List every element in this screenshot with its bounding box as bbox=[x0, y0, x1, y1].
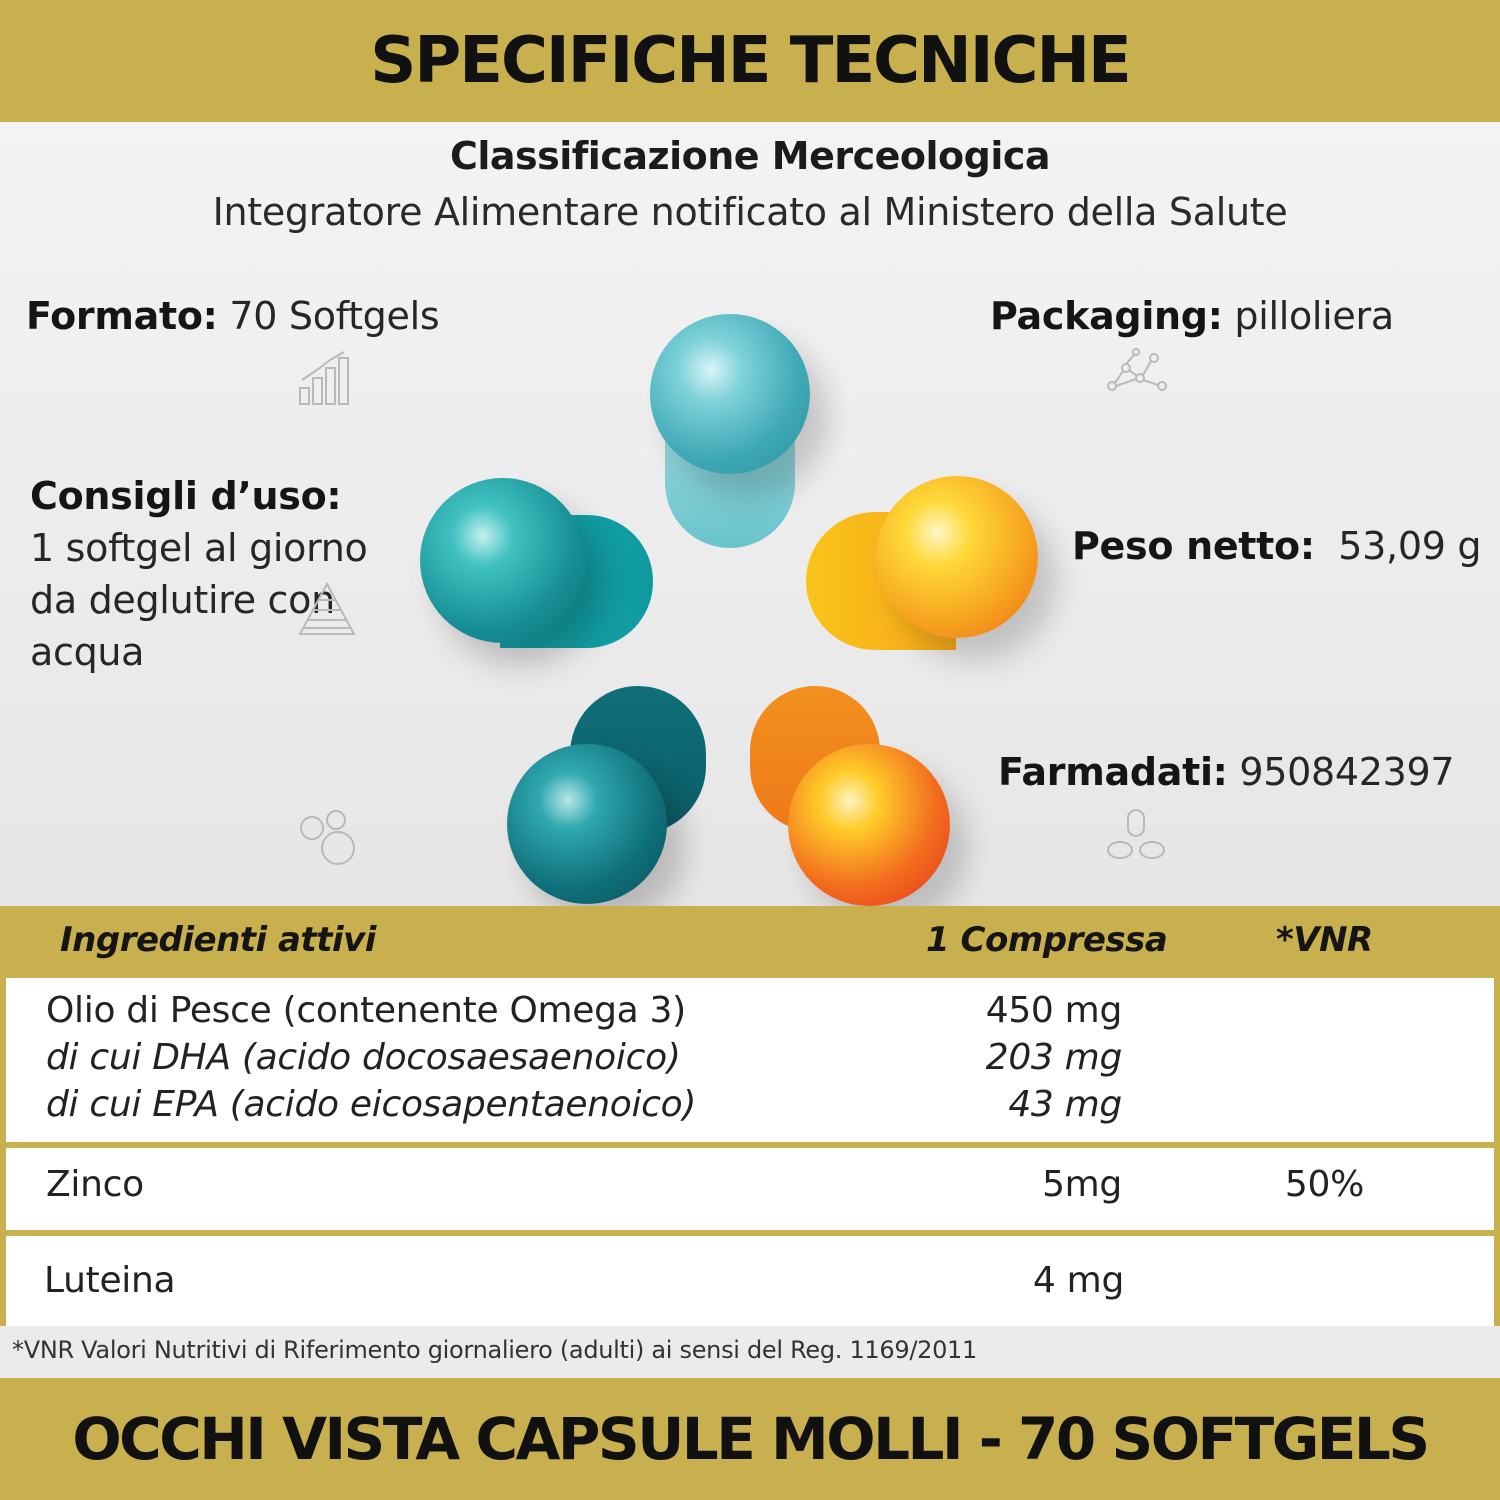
ingredient-name: Luteina bbox=[44, 1260, 176, 1301]
capsule-dark-teal bbox=[507, 744, 667, 904]
spec-farmadati bbox=[998, 750, 1454, 794]
consigli-line-2: da deglutire con bbox=[30, 578, 335, 622]
table-header bbox=[0, 906, 1500, 978]
ingredient-name: Zinco bbox=[46, 1164, 144, 1205]
packaging-value: pilloliera bbox=[1222, 294, 1394, 338]
pyramid-icon bbox=[298, 582, 356, 636]
header-band bbox=[0, 0, 1500, 122]
ingredient-amount: 450 mg bbox=[985, 990, 1122, 1031]
bar-chart-icon bbox=[298, 350, 358, 406]
formato-value: 70 Softgels bbox=[217, 294, 440, 338]
farmadati-value: 950842397 bbox=[1227, 750, 1455, 794]
ingredient-amount: 43 mg bbox=[1008, 1084, 1122, 1125]
ingredient-name: di cui DHA (acido docosaesaenoico) bbox=[46, 1037, 681, 1078]
farmadati-label: Farmadati: bbox=[998, 750, 1228, 794]
capsule-teal bbox=[420, 478, 585, 643]
classification-title: Classificazione Merceologica bbox=[449, 134, 1051, 178]
packaging-label: Packaging: bbox=[990, 294, 1223, 338]
capsule-red bbox=[788, 744, 950, 906]
header-ingredient: Ingredienti attivi bbox=[60, 920, 376, 960]
molecule-network-icon bbox=[1106, 348, 1168, 392]
capsule-yellow bbox=[876, 476, 1038, 638]
ingredient-amount: 5mg bbox=[1042, 1164, 1122, 1205]
page-title: SPECIFICHE TECNICHE bbox=[370, 24, 1130, 98]
ingredient-name: Olio di Pesce (contenente Omega 3) bbox=[46, 990, 686, 1031]
consigli-label: Consigli d’uso: bbox=[30, 474, 342, 518]
footer-band bbox=[0, 1378, 1500, 1500]
table-row bbox=[6, 1236, 1494, 1326]
header-amount: 1 Compressa bbox=[926, 920, 1168, 960]
product-title: OCCHI VISTA CAPSULE MOLLI - 70 SOFTGELS bbox=[72, 1405, 1428, 1473]
ingredient-vnr: 50% bbox=[1284, 1164, 1364, 1205]
ingredient-name: di cui EPA (acido eicosapentaenoico) bbox=[46, 1084, 697, 1125]
bubbles-icon bbox=[298, 808, 358, 868]
classification bbox=[0, 134, 1500, 234]
capsule-light-teal bbox=[650, 314, 810, 474]
classification-value: Integratore Alimentare notificato al Ministero della Salute bbox=[212, 190, 1288, 234]
table-row bbox=[6, 978, 1494, 1142]
molecule-icon bbox=[1106, 808, 1166, 864]
ingredient-amount: 4 mg bbox=[1032, 1260, 1124, 1301]
vnr-footnote: *VNR Valori Nutritivi di Riferimento giornaliero (adulti) ai sensi del Reg. 1169/2011 bbox=[0, 1326, 1500, 1378]
header-vnr: *VNR bbox=[1276, 920, 1373, 960]
spec-formato bbox=[26, 294, 439, 338]
ingredients-table bbox=[0, 978, 1500, 1326]
ingredient-amount: 203 mg bbox=[985, 1037, 1122, 1078]
spec-peso bbox=[1072, 524, 1481, 568]
peso-label: Peso netto: bbox=[1072, 524, 1315, 568]
consigli-line-1: 1 softgel al giorno bbox=[30, 526, 368, 570]
formato-label: Formato: bbox=[26, 294, 218, 338]
peso-value: 53,09 g bbox=[1314, 524, 1482, 568]
spec-consigli bbox=[30, 470, 368, 678]
spec-packaging bbox=[990, 294, 1394, 338]
spec-area bbox=[0, 122, 1500, 906]
consigli-line-3: acqua bbox=[30, 630, 145, 674]
table-row bbox=[6, 1148, 1494, 1230]
